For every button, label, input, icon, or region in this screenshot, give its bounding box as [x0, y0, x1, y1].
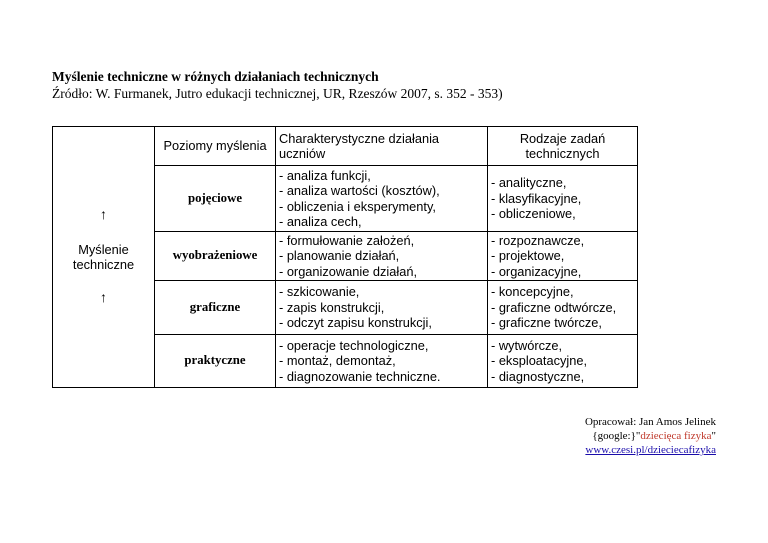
activity-item: - planowanie działań,	[279, 248, 400, 264]
level-cell: praktyczne	[155, 335, 276, 388]
task-item: - eksploatacyjne,	[491, 353, 588, 369]
task-item: - organizacyjne,	[491, 263, 582, 279]
activity-item: - obliczenia i eksperymenty,	[279, 198, 436, 214]
credit-link[interactable]: www.czesi.pl/dzieciecafizyka	[585, 444, 716, 456]
activity-item: - analiza cech,	[279, 214, 362, 229]
credit-author: Opracował: Jan Amos Jelinek	[584, 416, 716, 428]
activity-item: - odczyt zapisu konstrukcji,	[279, 315, 432, 331]
task-item: - graficzne twórcze,	[491, 315, 602, 331]
activity-item: - operacje technologiczne,	[279, 337, 429, 353]
credit-google-suffix: "	[711, 430, 716, 442]
header-tasks-line1: Rodzaje zadań	[519, 130, 606, 146]
up-arrow-icon: ↑	[100, 290, 107, 306]
activity-item: - organizowanie działań,	[279, 263, 418, 279]
activities-cell	[276, 335, 488, 388]
activity-item: - szkicowanie,	[279, 284, 360, 300]
credit-brand: dziecięca fizyka	[640, 430, 712, 442]
credit-google-line	[585, 429, 716, 443]
credit-google-prefix: {google:}"	[592, 430, 641, 442]
header-activities: Charakterystyczne działania uczniów	[276, 127, 488, 166]
task-item: - wytwórcze,	[491, 337, 563, 353]
activity-item: - analiza funkcji,	[279, 167, 371, 183]
thinking-levels-table	[52, 126, 638, 388]
activities-cell	[276, 166, 488, 232]
document-heading	[52, 68, 503, 102]
task-item: - projektowe,	[491, 248, 565, 264]
header-tasks-line2: technicznych	[525, 146, 600, 161]
table-header-row	[53, 127, 638, 166]
side-label-line2: techniczne	[72, 257, 135, 272]
header-levels: Poziomy myślenia	[155, 127, 276, 166]
tasks-cell	[488, 232, 638, 281]
header-tasks	[488, 127, 638, 166]
activities-cell	[276, 232, 488, 281]
activity-item: - formułowanie założeń,	[279, 232, 415, 248]
task-item: - klasyfikacyjne,	[491, 190, 582, 206]
tasks-cell	[488, 281, 638, 335]
task-item: - diagnostyczne,	[491, 368, 585, 384]
task-item: - koncepcyjne,	[491, 284, 574, 300]
activity-item: - zapis konstrukcji,	[279, 299, 385, 315]
activity-item: - diagnozowanie techniczne.	[279, 368, 441, 384]
task-item: - analityczne,	[491, 175, 567, 191]
up-arrow-icon: ↑	[100, 207, 107, 223]
side-label-line1: Myślenie	[78, 241, 129, 257]
task-item: - graficzne odtwórcze,	[491, 299, 617, 315]
tasks-cell	[488, 166, 638, 232]
activity-item: - analiza wartości (kosztów),	[279, 183, 440, 198]
credit-block	[585, 415, 716, 457]
activities-cell	[276, 281, 488, 335]
level-cell: pojęciowe	[155, 166, 276, 232]
side-label-cell	[53, 127, 155, 388]
level-cell: wyobrażeniowe	[155, 232, 276, 281]
level-cell: graficzne	[155, 281, 276, 335]
task-item: - obliczeniowe,	[491, 206, 576, 222]
tasks-cell	[488, 335, 638, 388]
task-item: - rozpoznawcze,	[491, 232, 585, 248]
document-source: Źródło: W. Furmanek, Jutro edukacji technicznej, UR, Rzeszów 2007, s. 352 - 353)	[52, 86, 503, 101]
activity-item: - montaż, demontaż,	[279, 353, 396, 369]
document-title: Myślenie techniczne w różnych działaniach technicznych	[52, 69, 379, 84]
